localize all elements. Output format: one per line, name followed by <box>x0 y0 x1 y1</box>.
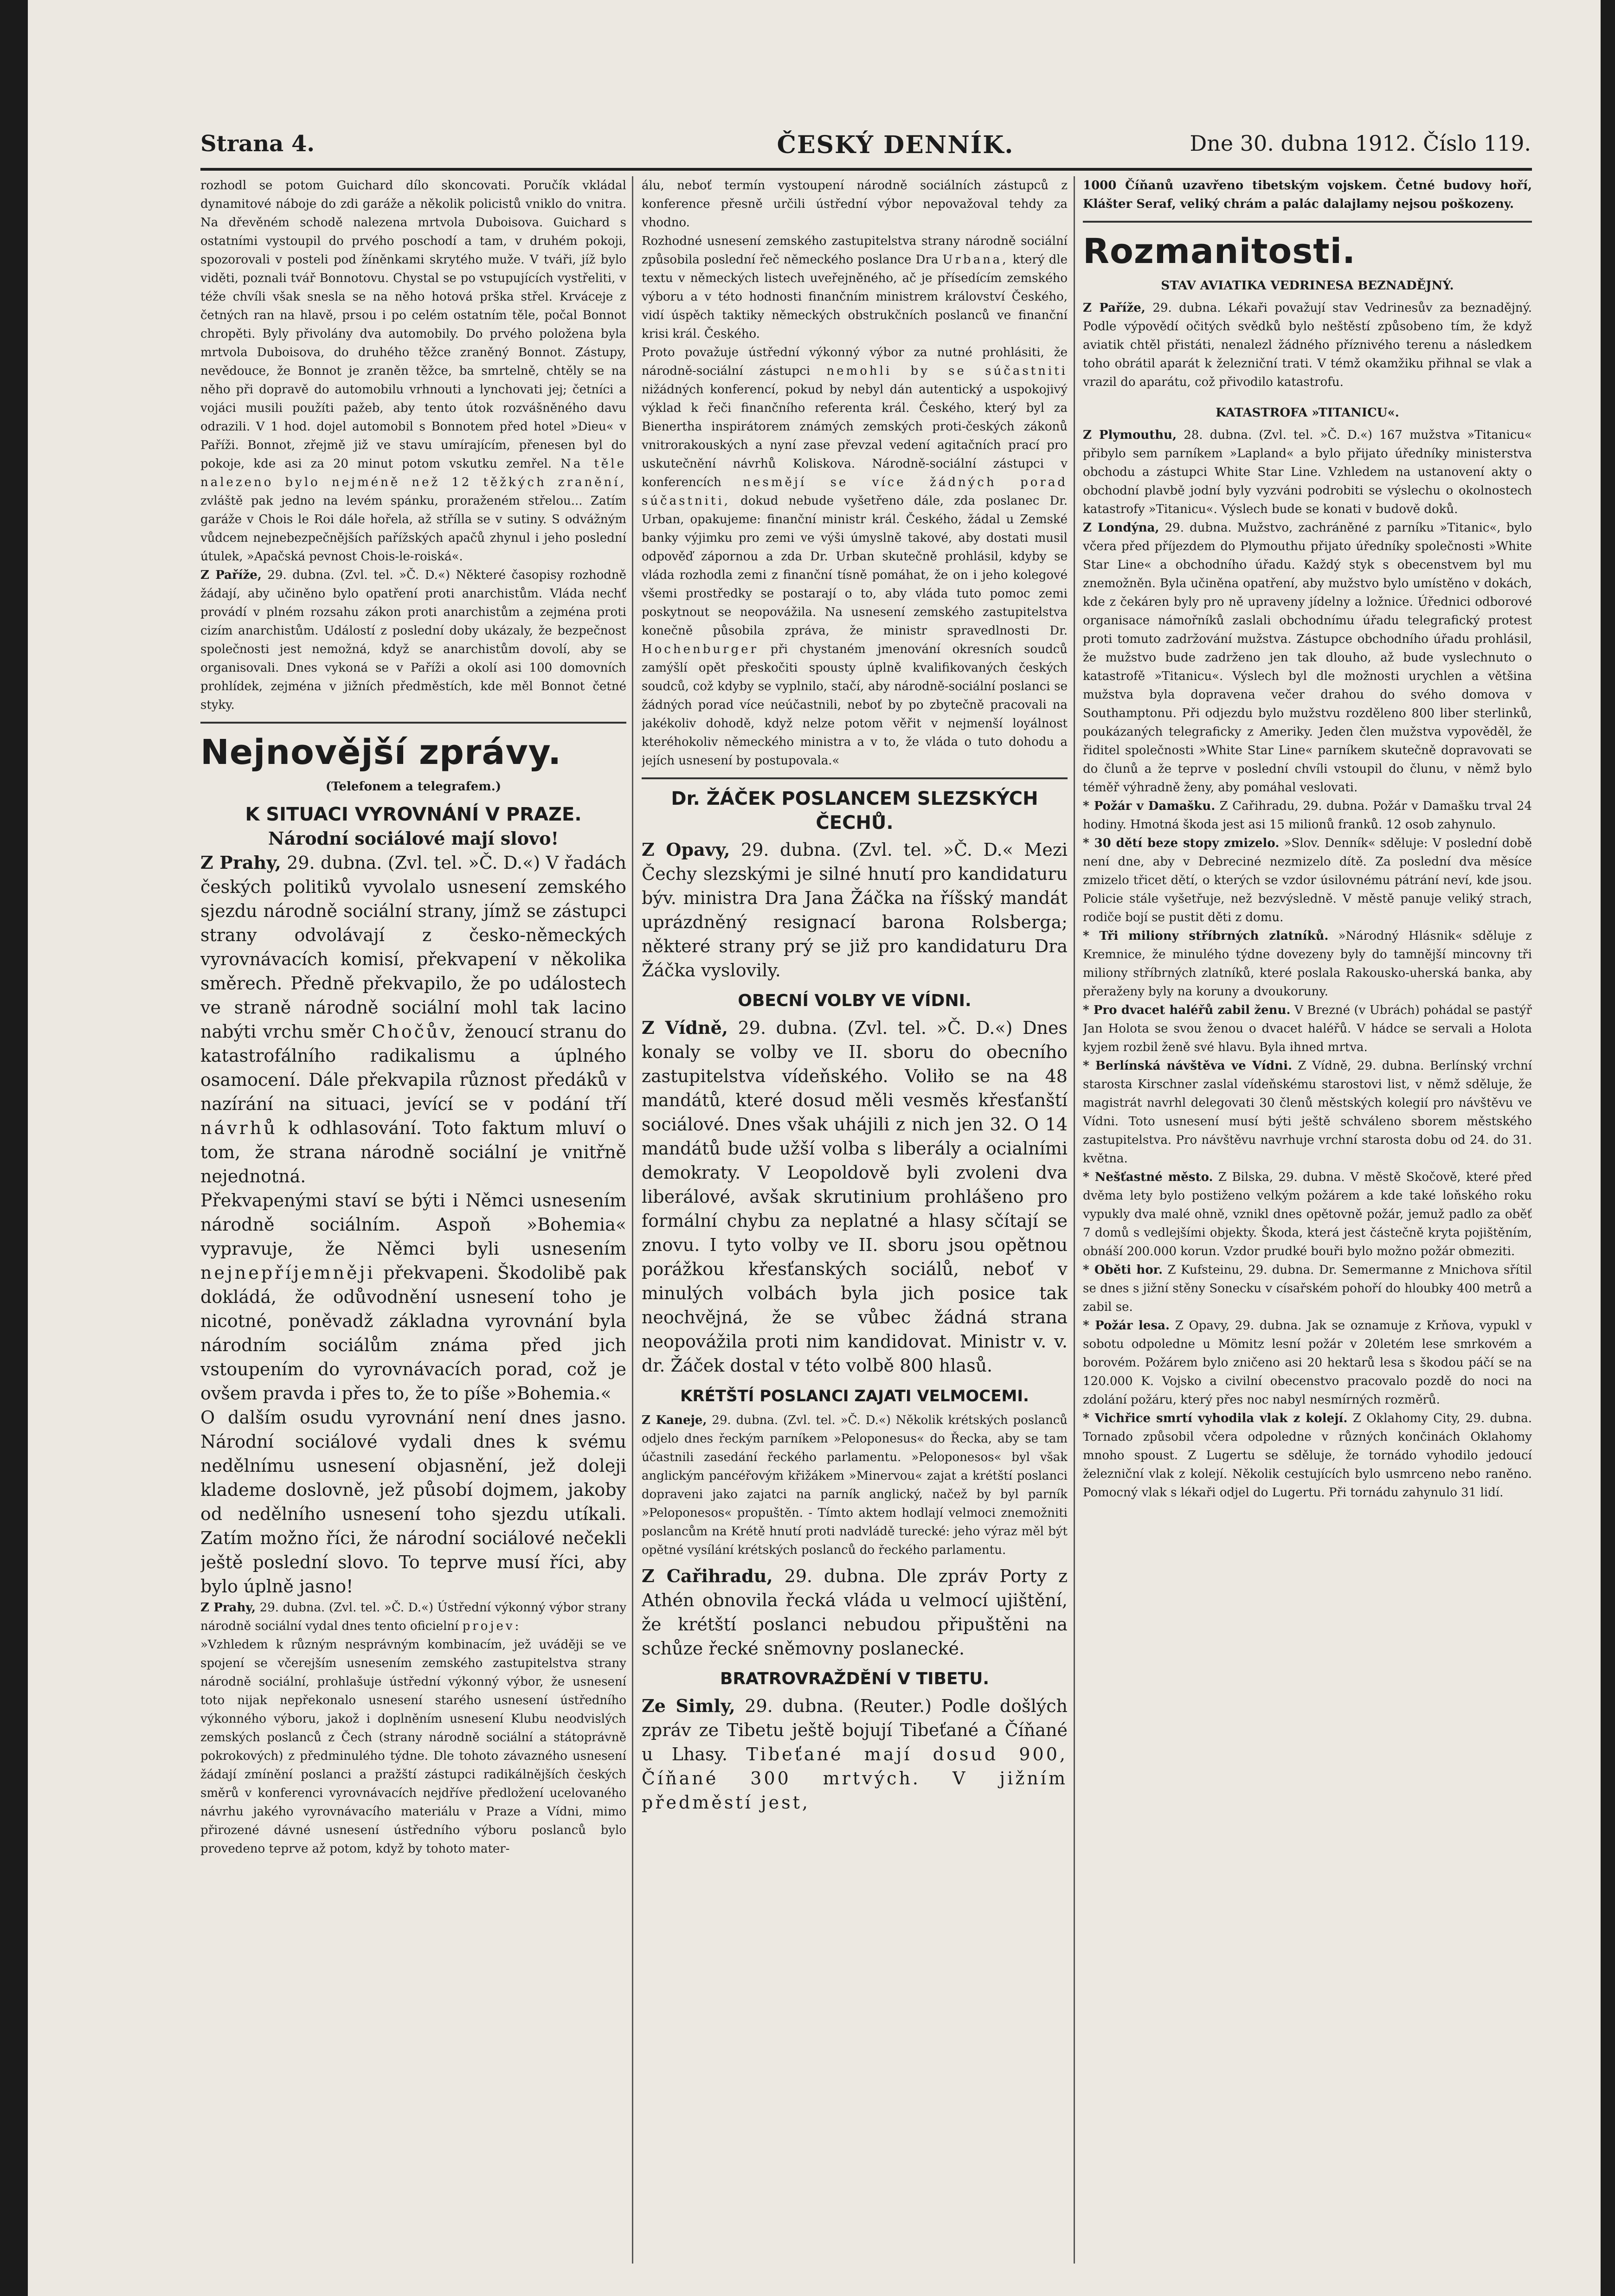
newspaper-page <box>28 0 1601 2296</box>
article-headline: KATASTROFA »TITANICU«. <box>1216 406 1399 420</box>
issue-date: Dne 30. dubna 1912. Číslo 119. <box>1190 131 1531 156</box>
news-item: * Berlínská návštěva ve Vídni. Z Vídně, 29. dubna. Berlínský vrchní starosta Kirschner zaslal vídeňskému starostovi list, v němž sděluje, že magistrát navrhl delegovati 30 členů městských kolegií pro návštěvu ve Vídni. Toto usnesení musí býti ještě schváleno sborem městského zastupitelstva. Pro návštěvu navrhuje vrchní starosta dobu od 24. do 31. května. <box>1083 1059 1532 1166</box>
article-paragraph: Proto považuje ústřední výkonný výbor za nutné prohlásiti, že národně-sociální zástupci nemohli by se súčastniti nižádných konferencí, pokud by nebyl dán autentický a uspokojivý výklad k řeči finančního referenta král. Českého, který byl za Bienertha inspirátorem známých zemských proti-českých zákonů vnitrorakouských a nyní zase převzal vedení agitačních prací pro uskutečnění návrhů Koliskova. Národně-sociální zástupci v konferencích nesmějí se více žádných porad súčastniti, dokud nebude vyšetřeno dále, zda poslanec Dr. Urban, opakujeme: finanční ministr král. Českého, žádal u Zemské banky výjimku pro zemi ve výši úmyslně takové, aby dostati musil odpověď zápornou a zda Dr. Urban skutečně prohlásil, kdyby se vláda rozhodla zemi z finanční tísně pomáhat, že on i jeho kolegové všemi prostředky se postarají o to, aby vláda tuto pomoc zemi poskytnout se neopovážila. Na usnesení zemského zastupitelstva konečně působila zpráva, že ministr spravedlnosti Dr. Hochenburger při chystaném jmenování okresních soudců zamýšlí opět přeskočiti spousty úplně kvalifikovaných českých soudců, což kdyby se vyplnilo, stačí, aby národně-sociální poslanci se žádných porad více neúčastnili, neboť by po zbytečně pracovali na jakékoliv dohodě, když nelze potom věřit v nejmenší loyálnost kteréhokoliv německého ministra a v to, že vláda o tuto dohodu a jejích usnesení by postupovala.« <box>642 346 1068 768</box>
column-middle <box>642 176 1068 1815</box>
column-left <box>200 176 626 1858</box>
section-rule <box>200 722 626 724</box>
news-item: * Nešťastné město. Z Bilska, 29. dubna. V městě Skočově, které před dvěma lety bylo postiženo velkým požárem a kde také loňského roku vypukly dva malé ohně, vznikl dnes opětovně požár, jemuž padlo za oběť 7 domů s vedlejšími objekty. Škoda, která jest částečně kryta pojištěním, obnáší 200.000 korun. Vzdor prudké bouři bylo možno požár obmeziti. <box>1083 1170 1532 1258</box>
section-subtitle: (Telefonem a telegrafem.) <box>325 780 502 794</box>
article-paragraph: »Vzhledem k různým nesprávným kombinacím, jež uváději se ve spojení se včerejším usnesením zemského zastupitelstva strany národně sociální, prohlašuje ústřední výkonný výbor, že usnesení toto nijak nepřekonalo usnesení starého usnesení ústředního výkonného výboru, jakož i doplněním usnesení Klubu neodvislých zemských poslanců z Čech (strany národně sociální a státoprávně pokrokových) z předminulého týdne. Dle tohoto závazného usnesení žádají zmínění poslanci a pražští zástupci radikálnějších českých směrů v konferenci vyrovnávacích nejdříve předložení ucelovaného návrhu jakého vyrovnávacího materiálu v Praze a Vídni, mimo přirozené dávné usnesení ústředního výboru poslanců bylo provedeno teprve až potom, když by tohoto mater- <box>200 1638 626 1856</box>
news-item: * Oběti hor. Z Kufsteinu, 29. dubna. Dr. Semermanne z Mnichova sřítil se dnes s jižní stěny Sonecku v císařském pohoří do hloubky 400 metrů a zabil se. <box>1083 1263 1532 1314</box>
section-title: Nejnovější zprávy. <box>200 732 562 772</box>
article-kicker: Národní sociálové mají slovo! <box>268 828 559 849</box>
section-rule <box>1083 221 1532 223</box>
page-number: Strana 4. <box>200 131 315 157</box>
news-item: * Vichřice smrtí vyhodila vlak z kolejí. Z Oklahomy City, 29. dubna. Tornado způsobil včera odpoledne v různých končinách Oklahomy mnoho spoust. Z Lugertu se sděluje, že tornádo vyhodilo jedoucí železniční vlak z kolejí. Několik cestujících bylo usmrceno nebo raněno. Pomocný vlak s lékaři odjel do Lugertu. Při tornádu zahynulo 31 lidí. <box>1083 1411 1532 1500</box>
masthead: ČESKÝ DENNÍK. <box>777 131 1014 159</box>
article-paragraph: Z Kaneje, 29. dubna. (Zvl. tel. »Č. D.«) Několik krétských poslanců odjelo dnes řeckým parníkem »Peloponesus« do Řecka, aby se tam účastnili zasedání řeckého parlamentu. »Peloponesos« byl však anglickým pancéřovým křižákem »Minervou« zajat a krétští poslanci dopraveni jako zajatci na parník anglický, načež by byl parník »Peloponesos« propuštěn. - Tímto aktem hodlají velmoci znemožniti poslancům na Krétě hnutí proti nadvládě turecké: jeho výraz měl být opětné vysílání krétských poslanců do řeckého parlamentu. <box>642 1413 1068 1557</box>
article-paragraph: Z Opavy, 29. dubna. (Zvl. tel. »Č. D.« Mezi Čechy slezskými je silné hnutí pro kandidaturu býv. ministra Dra Jana Žáčka na říšský mandát uprázdněný resignací barona Rolsberga; některé strany prý se již pro kandidaturu Dra Žáčka vyslovily. <box>642 839 1068 981</box>
article-paragraph: Z Cařihradu, 29. dubna. Dle zpráv Porty z Athén obnovila řecká vláda u velmocí ujištění, že krétští poslanci nebudou připuštěni na schůze řecké sněmovny poslanecké. <box>642 1565 1068 1659</box>
news-item: * Pro dvacet haléřů zabil ženu. V Brezné (v Ubrách) pohádal se pastýř Jan Holota se svou ženou o dvacet haléřů. V hádce se servali a Holota kyjem rozbil ženě své hlavu. Byla ihned mrtva. <box>1083 1003 1532 1054</box>
article-paragraph: Z Prahy, 29. dubna. (Zvl. tel. »Č. D.«) Ústřední výkonný výbor strany národně sociální vydal dnes tento oficielní projev: <box>200 1601 626 1633</box>
article-paragraph: Z Londýna, 29. dubna. Mužstvo, zachráněné z parníku »Titanic«, bylo včera před příjezdem do Plymouthu přijato úředníky společnosti »White Star Line« a obchodního úřadu. Každý styk s obecenstvem byl mu znemožněn. Byla učiněna opatření, aby mužstvo bylo umístěno v dokách, kde z čekáren byly pro ně upraveny jídelny a ložnice. Úřednici odborové organisace námořníků zaslali obchodnímu úřadu telegrafický protest proti tomuto zadržování mužstva. Zástupce obchodního úřadu prohlásil, že mužstvo bude zadrženo jen tak dlouho, až bude vyslechnuto o katastrofě »Titanicu«. Výslech byl dle možnosti urychlen a většina mužstva byla dopravena večer drahou do svého domova v Southamptonu. Při odjezdu bylo mužstvu rozděleno 800 liber sterlinků, poukázaných telegraficky z Ameriky. Jeden člen mužstva vypověděl, že řiditel společnosti »White Star Line« parníkem skutečně dopravovati se do člunů a že teprve v poslední chvíli vstoupil do člunu, v němž bylo téměř výhradně ženy, aby pomáhal veslovati. <box>1083 521 1532 795</box>
article-paragraph: Z Vídně, 29. dubna. (Zvl. tel. »Č. D.«) Dnes konaly se volby ve II. sboru do obecního zastupitelstva vídeňského. Voliło se na 48 mandátů, které dosud měli vesměs křesťanští sociálové. Dnes však uhájili z nich jen 32. O 14 mandátů bude užší volba s liberály a ocialními demokraty. V Leopoldově byli zvoleni dva liberálové, avšak skrutinium prohlášeno pro formální chybu za neplatné a hlasy sčítají se znovu. I tyto volby ve II. sboru jsou opětnou porážkou křesťanských sociálů, neboť v minulých volbách byla jich posice tak neochvějná, že se vůbec žádná strana neopovážila proti nim kandidovat. Ministr v. v. dr. Žáček dostal v této volbě 800 hlasů. <box>642 1017 1068 1376</box>
section-rule <box>642 777 1068 779</box>
article-headline: STAV AVIATIKA VEDRINESA BEZNADĚJNÝ. <box>1161 279 1454 293</box>
column-divider <box>632 176 633 2264</box>
article-headline: BRATROVRAŽDĚNÍ V TIBETU. <box>720 1669 990 1688</box>
article-paragraph: O dalším osudu vyrovnání není dnes jasno. Národní sociálové vydali dnes k svému nedělnímu usnesení objasnění, jež doleji klademe doslovně, jež působí dojmem, jakoby od nedělního usnesení toho sjezdu utíkali. Zatím možno říci, že národní sociálové nečekli ještě poslední slovo. To teprve musí říci, aby bylo úplně jasno! <box>200 1407 626 1597</box>
section-title: Rozmanitosti. <box>1083 231 1356 271</box>
article-paragraph: rozhodl se potom Guichard dílo skoncovati. Poručík vkládal dynamitové náboje do zdi garáže a několik policistů vniklo do vnitra. Na dřevěném schodě nalezena mrtvola Duboisova. Guichard s ostatními vystoupil do prvého poschodí a tam, v druhém pokoji, spozorovali v posteli pod žíněnkami skrytého muže. V tváři, jíž bylo viděti, poznali tvář Bonnotovu. Chystal se po vstupujících vystřeliti, v téže chvíli však snesla se na něho hotová prška střel. Krváceje z četných ran na hlavě, prsou i po celém ostatním těle, počal Bonnot chropěti. Byly přivolány dva automobily. Do prvého položena byla mrtvola Duboisova, do druhého těžce zraněný Bonnot. Zástupy, nevědouce, že Bonnot je zraněn těžce, ba smrtelně, chtěly se na něho při dopravě do automobilu vrhnouti a lynchovati jej; četníci a vojáci musili použíti pažeb, aby tento útok rozvášněného davu odrazili. V 1 hod. dojel automobil s Bonnotem před hotel »Dieu« v Paříži. Bonnot, zřejmě již ve stavu umírajícím, přenesen byl do pokoje, kde asi za 20 minut potom vskutku zemřel. Na těle nalezeno bylo nejméně než 12 těžkých zranění, zvláště pak jedno na levém spánku, proraženém střelou... Zatím garáže v Chois le Roi dále hořela, až střílla se v sutiny. S odvážným vůdcem nejnebezpečnějších pařížských apačů zhynul i jeho poslední útulek, »Apačská pevnost Chois-le-roiská«. <box>200 179 626 564</box>
article-paragraph: Z Plymouthu, 28. dubna. (Zvl. tel. »Č. D.«) 167 mužstva »Titanicu« přibylo sem parníkem »Lapland« a bylo přijato úředníky ministerstva obchodu a zástupci White Star Line. Vzhledem na ustanovení akty o obchodní plavbě jodní byly vyzváni podrobiti se výslechu o okolnostech katastrofy »Titanicu«. Výslech bude se konati v budově doků. <box>1083 428 1532 516</box>
article-paragraph: 1000 Číňanů uzavřeno tibetským vojskem. Četné budovy hoří, Klášter Seraf, veliký chrám a palác dalajlamy nejsou poškozeny. <box>1083 179 1532 211</box>
article-paragraph: Ze Simly, 29. dubna. (Reuter.) Podle došlých zpráv ze Tibetu ještě bojují Tibeťané a Číňané u Lhasy. Tibeťané mají dosud 900, Číňané 300 mrtvých. V jižním předměstí jest, <box>642 1695 1068 1813</box>
article-headline: KRÉTŠTÍ POSLANCI ZAJATI VELMOCEMI. <box>680 1387 1029 1405</box>
article-headline: OBECNÍ VOLBY VE VÍDNI. <box>738 991 972 1010</box>
news-item: * Tři miliony stříbrných zlatníků. »Národný Hlásnik« sděluje z Kremnice, že minulého týdne dovezeny byly do tamnější mincovny tři miliony stříbrných zlatníků, které poslala Rakousko-uherská banka, aby přeraženy byly na koruny a dvoukoruny. <box>1083 929 1532 999</box>
news-item: * Požár v Damašku. Z Cařihradu, 29. dubna. Požár v Damašku trval 24 hodiny. Hmotná škoda jest asi 15 milionů franků. 12 osob zahynulo. <box>1083 799 1532 832</box>
news-item: * Požár lesa. Z Opavy, 29. dubna. Jak se oznamuje z Krňova, vypukl v sobotu odpoledne u Mömitz lesní požár v 20letém lese smrkovém a borovém. Požárem bylo zničeno asi 20 hektarů lesa s škodou páčí se na 120.000 K. Vojsko a civilní obecenstvo pracovalo pozdě do noci na zdolání požáru, který přes noc nabyl nesmírných rozměrů. <box>1083 1319 1532 1407</box>
column-right <box>1083 176 1532 1502</box>
article-headline: K SITUACI VYROVNÁNÍ V PRAZE. <box>245 804 582 825</box>
news-item: * 30 dětí beze stopy zmizelo. »Slov. Denník« sděluje: V poslední době není dne, aby v Debreciné nezmizelo dítě. Za poslední dva měsíce zmizelo třicet dětí, o kterých se vzdor úsilovnému pátrání neví, kde jsou. Policie stále vyšetřuje, než bezvýsledně. V městě panuje veliký strach, rodiče bojí se pustit děti z domu. <box>1083 836 1532 924</box>
article-paragraph: Rozhodné usnesení zemského zastupitelstva strany národně sociální způsobila poslední řeč německého poslance Dra Urbana, který dle textu v německých listech uveřejněného, ač je přísedícím zemského výboru a v této hodnosti finančním ministrem království Českého, vidí úspěch taktiky německých obstrukčních poslanců ve finanční krisi král. Českého. <box>642 234 1068 341</box>
header-rule <box>200 168 1532 171</box>
article-paragraph: Z Prahy, 29. dubna. (Zvl. tel. »Č. D.«) V řadách českých politiků vyvolalo usnesení zemského sjezdu národně sociální strany, jímž se zástupci strany odvolávají z česko-německých vyrovnávacích komisí, překvapení v několika směrech. Předně překvapilo, že po událostech ve straně národně sociální mohl tak lacino nabýti vrchu směr Chočův, ženoucí stranu do katastrofálního radikalismu a úplného osamocení. Dále překvapila různost předáků v nazírání na situaci, jevící se v podání tří návrhů k odhlasování. Toto faktum mluví o tom, že strana národně sociální je vnitřně nejednotná. <box>200 852 626 1186</box>
article-paragraph: álu, neboť termín vystoupení národně sociálních zástupců z konference přesně určili ústřední výbor nepovažoval tehdy za vhodno. <box>642 179 1068 230</box>
column-divider <box>1074 176 1075 2264</box>
article-paragraph: Z Paříže, 29. dubna. (Zvl. tel. »Č. D.«) Některé časopisy rozhodně žádají, aby učiněno bylo opatření proti anarchistům. Vláda nechť provádí v plném rozsahu zákon proti anarchistům a zejména proti cizím anarchistům. Událostí z poslední doby ukázaly, že bezpečnost společnosti jest nemožná, když se anarchistům dovolí, aby se organisovali. Dnes vykoná se v Paříži a okolí asi 100 domovních prohlídek, zejména v jižních předměstích, kde měl Bonnot četné styky. <box>200 568 626 712</box>
article-paragraph: Z Paříže, 29. dubna. Lékaři považují stav Vedrinesův za beznadějný. Podle výpovědí očitých svědků bylo neštěstí způsobeno tím, že když aviatik chtěl přistáti, nenalezl žádného příznivého terenu a následkem toho obrátil aparát k železniční trati. V témž okamžiku přihnal se vlak a vrazil do aparátu, což přivodilo katastrofu. <box>1083 301 1532 389</box>
article-headline: Dr. ŽÁČEK POSLANCEM SLEZSKÝCH ČECHŮ. <box>671 788 1038 834</box>
article-paragraph: Překvapenými staví se býti i Němci usnesením národně sociálním. Aspoň »Bohemia« vypravuje, že Němci byli usnesením nejnepříjemněji překvapeni. Škodolibě pak dokládá, že odůvodnění usnesení toho je nicotné, poněvadž základna vyrovnání byla národním sociálům známa před jich vstoupením do vyrovnávacích porad, což je ovšem pravda i přes to, že to píše »Bohemia.« <box>200 1190 626 1404</box>
